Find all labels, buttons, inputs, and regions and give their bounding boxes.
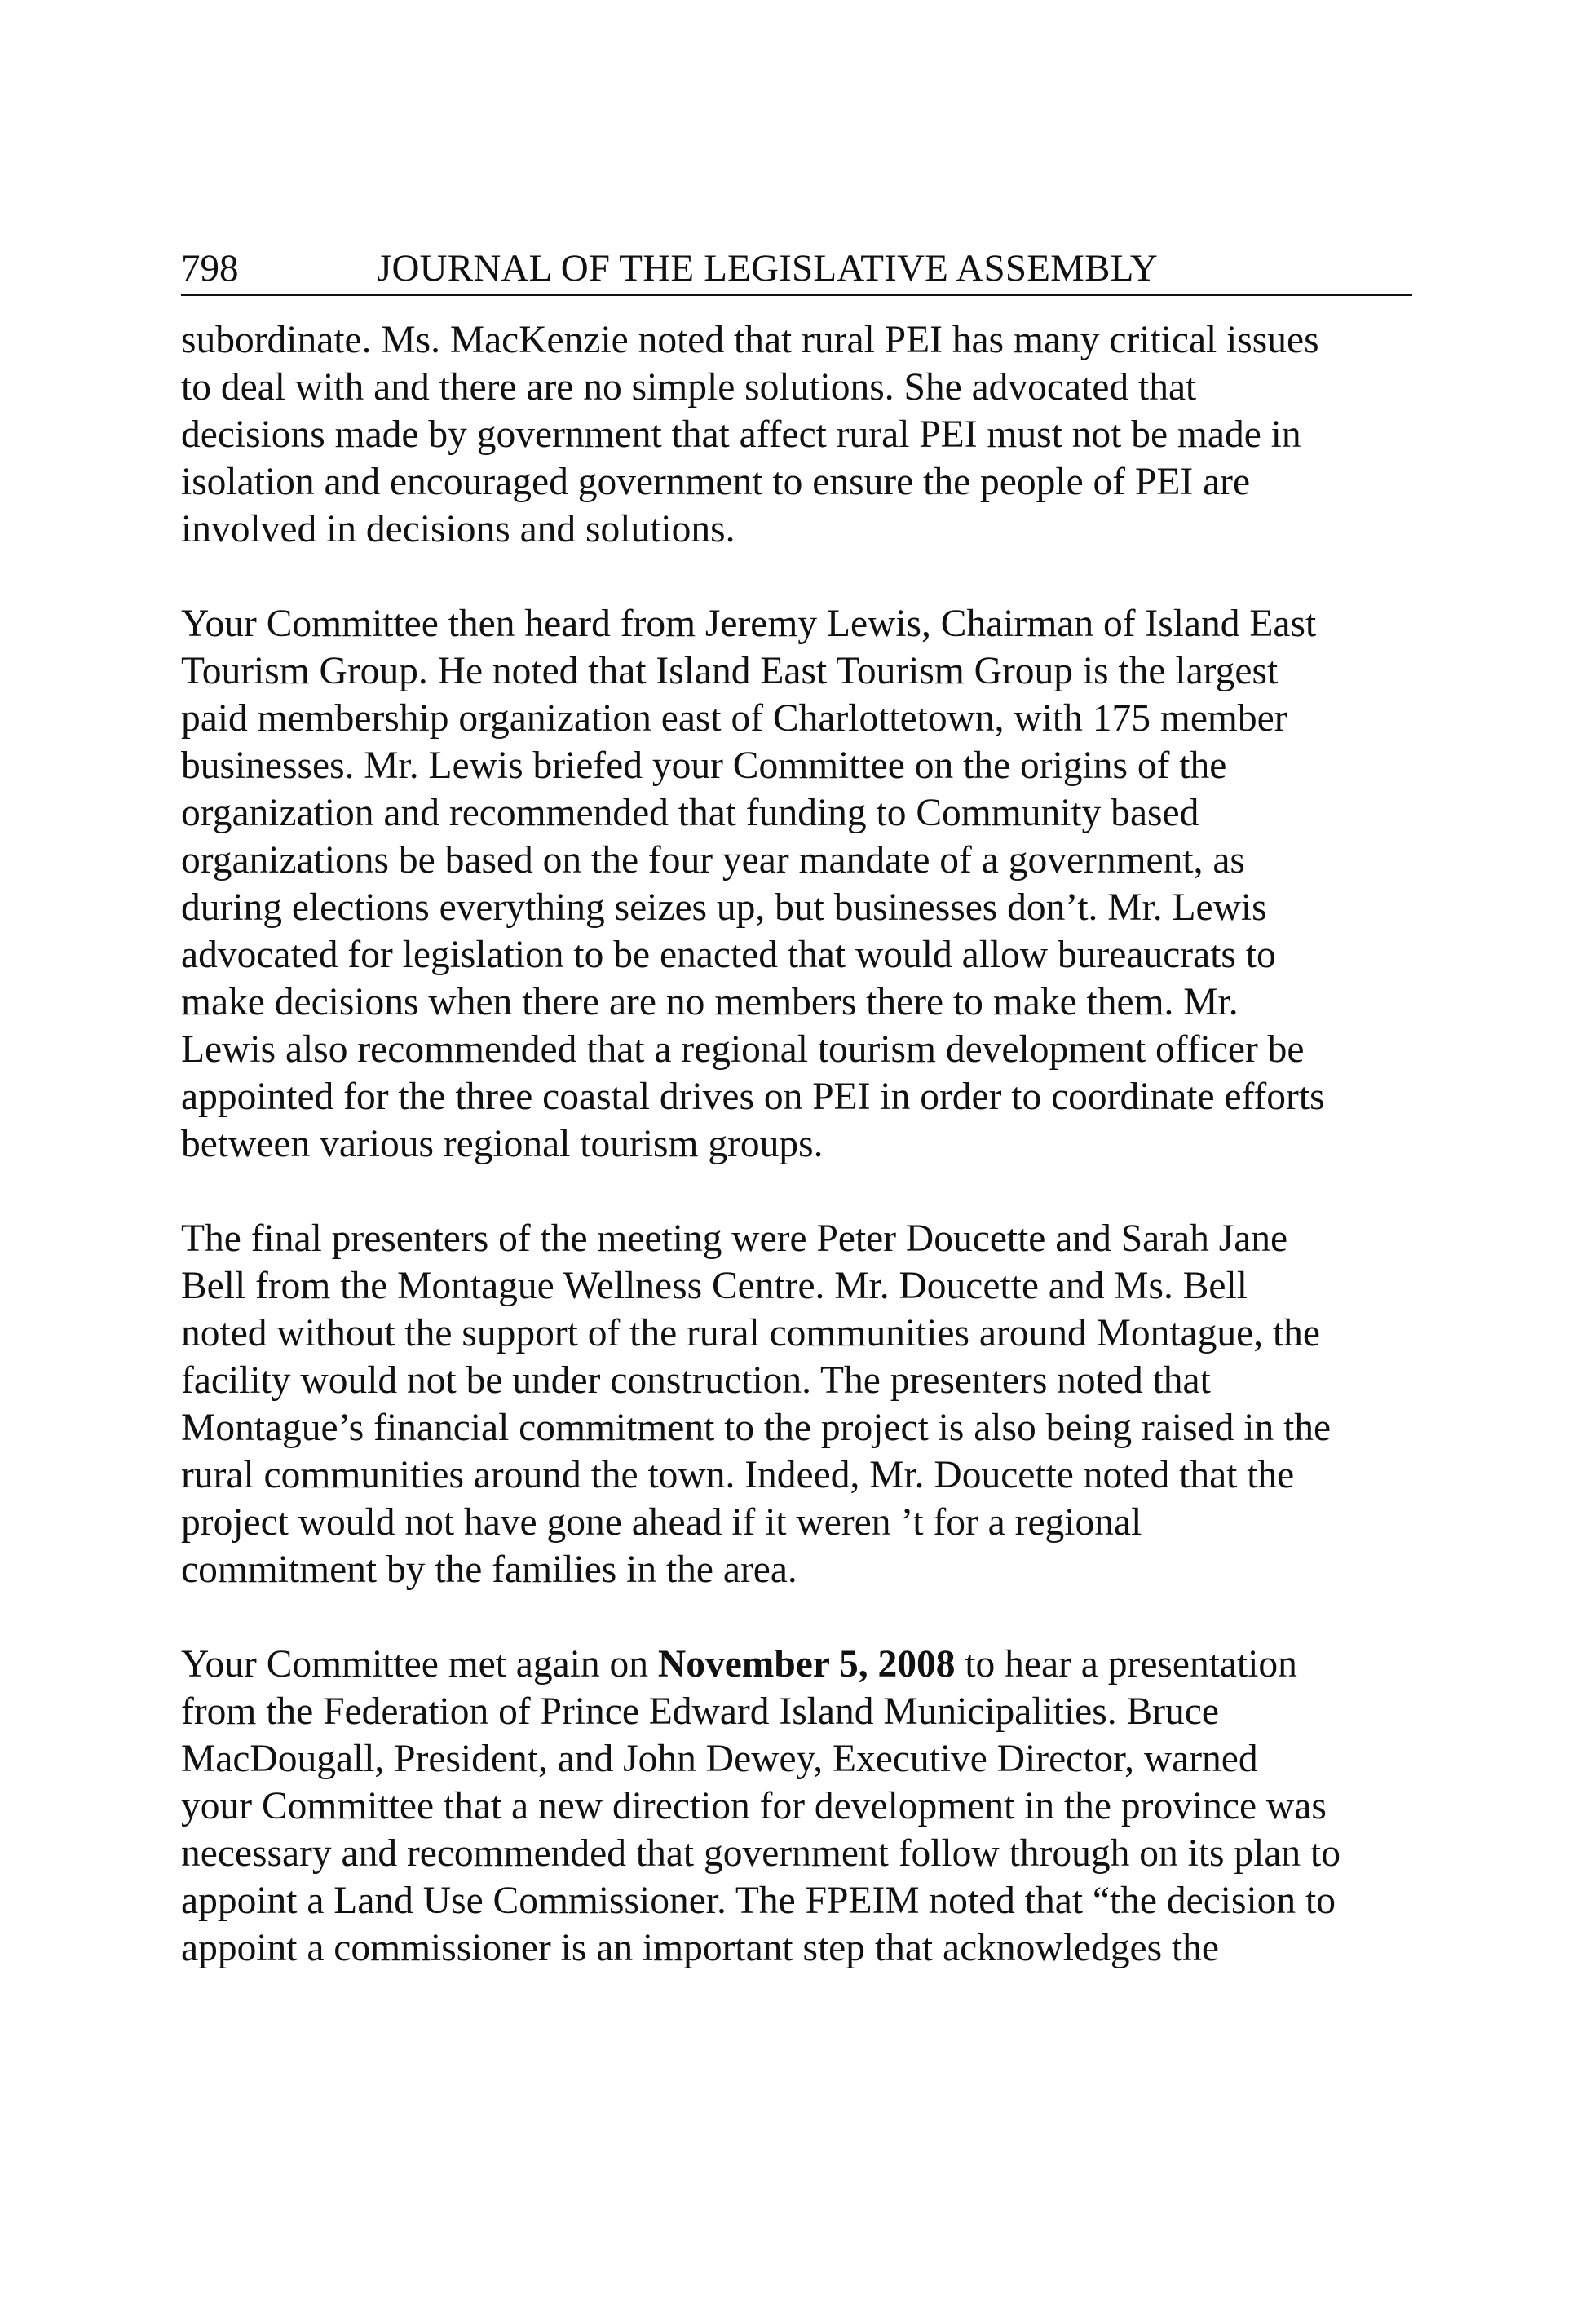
text-run: to hear a presentation — [955, 1643, 1297, 1686]
text-line: project would not have gone ahead if it weren ’t for a regional — [181, 1501, 1142, 1544]
text-line: paid membership organization east of Charlottetown, with 175 member — [181, 697, 1287, 740]
text-line: appoint a Land Use Commissioner. The FPEIM noted that “the decision to — [181, 1880, 1336, 1922]
text-line: make decisions when there are no members there to make them. Mr. — [181, 981, 1239, 1023]
paragraph-lewis — [181, 600, 1429, 1168]
paragraph-wellness-centre — [181, 1215, 1429, 1593]
text-line: between various regional tourism groups. — [181, 1123, 824, 1165]
text-line: appointed for the three coastal drives on PEI in order to coordinate efforts — [181, 1076, 1325, 1118]
text-line: subordinate. Ms. MacKenzie noted that rural PEI has many critical issues — [181, 319, 1319, 361]
text-line — [181, 1641, 1429, 1688]
text-line: organization and recommended that funding to Community based — [181, 792, 1199, 834]
paragraph-fpeim — [181, 1641, 1429, 1972]
text-run: Your Committee met again on — [181, 1643, 658, 1686]
text-line: advocated for legislation to be enacted that would allow bureaucrats to — [181, 934, 1276, 976]
body-text — [181, 316, 1429, 2019]
text-line: rural communities around the town. Indeed, Mr. Doucette noted that the — [181, 1454, 1295, 1496]
text-line: Montague’s financial commitment to the project is also being raised in the — [181, 1407, 1332, 1449]
text-line: isolation and encouraged government to ensure the people of PEI are — [181, 461, 1251, 503]
text-line: organizations be based on the four year mandate of a government, as — [181, 839, 1245, 881]
page-header — [181, 243, 1412, 296]
running-title: JOURNAL OF THE LEGISLATIVE ASSEMBLY — [377, 247, 1158, 289]
text-line: Bell from the Montague Wellness Centre. Mr. Doucette and Ms. Bell — [181, 1265, 1248, 1307]
text-line: your Committee that a new direction for development in the province was — [181, 1785, 1327, 1827]
text-line: commitment by the families in the area. — [181, 1549, 797, 1591]
text-line: decisions made by government that affect rural PEI must not be made in — [181, 413, 1301, 456]
page-number: 798 — [181, 247, 239, 289]
text-line: facility would not be under construction. The presenters noted that — [181, 1359, 1211, 1402]
text-line: during elections everything seizes up, but businesses don’t. Mr. Lewis — [181, 886, 1267, 929]
text-line: businesses. Mr. Lewis briefed your Committee on the origins of the — [181, 744, 1227, 787]
text-line: Lewis also recommended that a regional tourism development officer be — [181, 1028, 1305, 1071]
text-line: necessary and recommended that government follow through on its plan to — [181, 1832, 1340, 1875]
text-line: from the Federation of Prince Edward Island Municipalities. Bruce — [181, 1690, 1219, 1733]
text-line: The final presenters of the meeting were Peter Doucette and Sarah Jane — [181, 1217, 1288, 1260]
text-line: Tourism Group. He noted that Island East Tourism Group is the largest — [181, 650, 1279, 692]
text-line: to deal with and there are no simple solutions. She advocated that — [181, 366, 1197, 409]
text-line: involved in decisions and solutions. — [181, 508, 735, 550]
meeting-date: November 5, 2008 — [657, 1643, 956, 1686]
text-line: appoint a commissioner is an important step that acknowledges the — [181, 1927, 1219, 1969]
paragraph-mackenzie — [181, 316, 1429, 553]
text-line: MacDougall, President, and John Dewey, Executive Director, warned — [181, 1738, 1258, 1780]
text-line: noted without the support of the rural communities around Montague, the — [181, 1312, 1321, 1354]
text-line: Your Committee then heard from Jeremy Lewis, Chairman of Island East — [181, 603, 1317, 645]
